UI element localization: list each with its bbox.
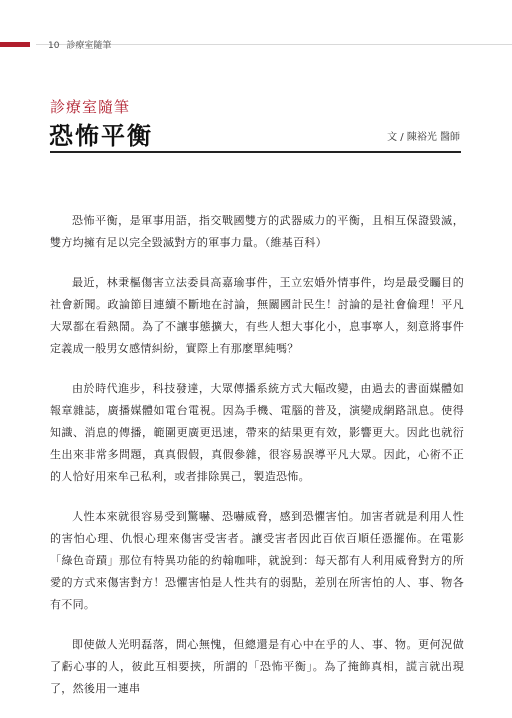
paragraph: 最近，林秉樞傷害立法委員高嘉瑜事件，王立宏婚外情事件，均是最受矚目的社會新聞。政論節目連續不斷地在討論，無關國計民生！討論的是社會倫理！平凡大眾都在看熱鬧。為了不讓事態擴大，有些人想大事化小，息事寧人，刻意將事件定義成一般男女感情糾紛，實際上有那麼單純嗎？ <box>50 276 464 355</box>
running-head-section: 診療室隨筆 <box>66 41 112 51</box>
paragraph: 人性本來就很容易受到驚嚇、恐嚇威脅，感到恐懼害怕。加害者就是利用人性的害怕心理、仇恨心理來傷害受害者。讓受害者因此百依百順任憑擺佈。在電影「綠色奇蹟」那位有特異功能的約翰咖啡，就說到：每天都有人利用威脅對方的所愛的方式來傷害對方！恐懼害怕是人性共有的弱點，差別在所害怕的人、事、物各有不同。 <box>50 510 464 611</box>
byline: 文 / 陳裕光 醫師 <box>387 132 460 143</box>
article-body <box>50 210 464 718</box>
title-rule <box>50 151 461 153</box>
running-head <box>48 38 111 51</box>
article-title: 恐怖平衡 <box>49 122 153 150</box>
paragraph: 即使做人光明磊落，問心無愧，但總還是有心中在乎的人、事、物。更何況做了虧心事的人，彼此互相要挾，所謂的「恐怖平衡」。為了掩飾真相，謊言就出現了，然後用一連串 <box>50 638 464 695</box>
page-tab-accent <box>0 42 30 47</box>
paragraph: 由於時代進步，科技發達，大眾傳播系統方式大幅改變，由過去的書面媒體如報章雜誌，廣播媒體如電台電視。因為手機、電腦的普及，演變成網路訊息。使得知識、消息的傳播，範圍更廣更迅速，帶來的結果更有效，影響更大。因此也就衍生出來非常多問題，真真假假，真假參雜，很容易誤導平凡大眾。因此，心術不正的人恰好用來牟己私利，或者排除異己，製造恐怖。 <box>50 382 464 483</box>
paragraph: 恐怖平衡，是軍事用語，指交戰國雙方的武器威力的平衡，且相互保證毀滅，雙方均擁有足以完全毀滅對方的軍事力量。（維基百科） <box>50 214 464 249</box>
section-label: 診療室隨筆 <box>50 98 131 116</box>
page-number: 10 <box>48 41 60 51</box>
